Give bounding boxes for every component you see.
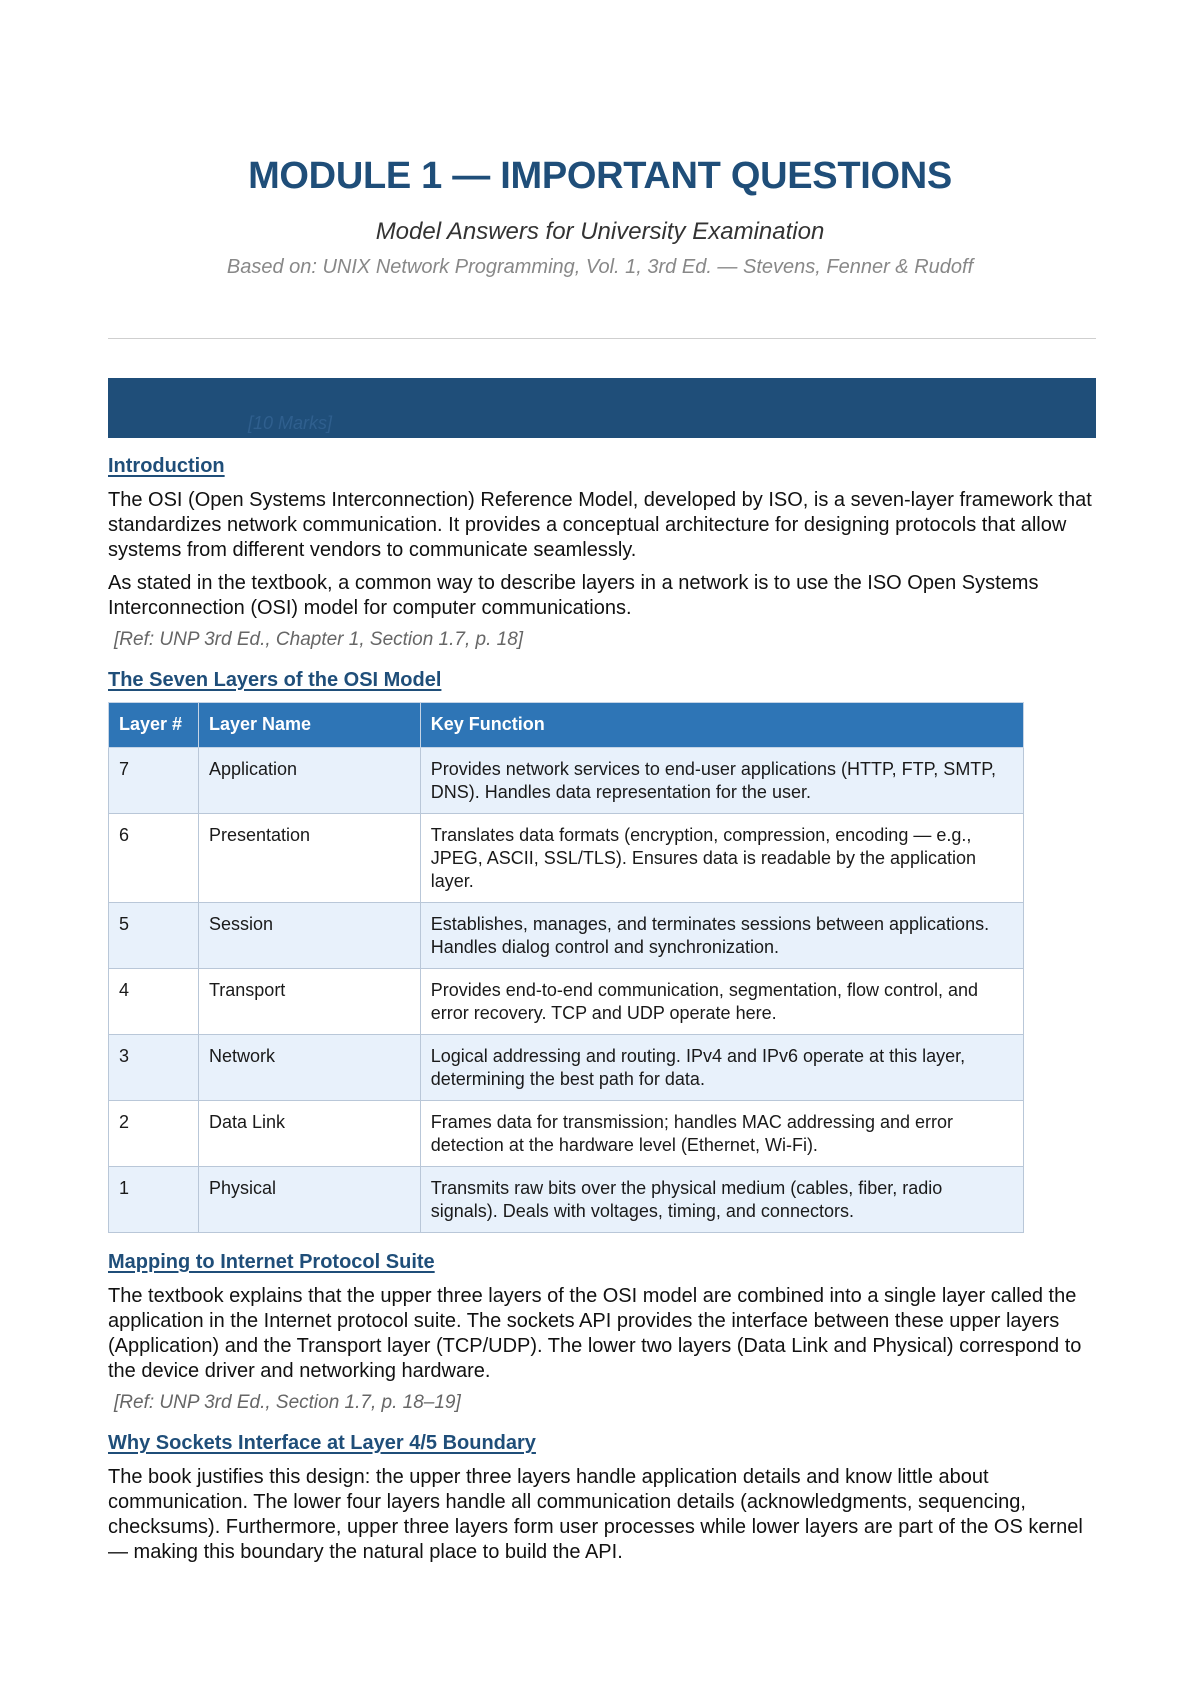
layer-name: Presentation	[198, 814, 420, 903]
table-row	[109, 903, 1024, 969]
table-row	[109, 1101, 1024, 1167]
layer-name: Transport	[198, 969, 420, 1035]
section-heading-osi-layers: The Seven Layers of the OSI Model	[108, 669, 442, 691]
column-header: Key Function	[420, 703, 1023, 748]
layer-function: Establishes, manages, and terminates sessions between applications. Handles dialog control and synchronization.	[420, 903, 1023, 969]
reference-note: [Ref: UNP 3rd Ed., Chapter 1, Section 1.7, p. 18]	[114, 629, 524, 650]
layer-name: Network	[198, 1035, 420, 1101]
table-row	[109, 814, 1024, 903]
layer-name: Application	[198, 748, 420, 814]
layer-name: Data Link	[198, 1101, 420, 1167]
page-subtitle: Model Answers for University Examination	[375, 218, 825, 245]
source-citation: Based on: UNIX Network Programming, Vol. 1, 3rd Ed. — Stevens, Fenner & Rudoff	[226, 256, 974, 278]
layer-function: Translates data formats (encryption, compression, encoding — e.g., JPEG, ASCII, SSL/TLS). Ensures data is readable by the application layer.	[420, 814, 1023, 903]
layer-number: 5	[109, 903, 199, 969]
layer-function: Transmits raw bits over the physical medium (cables, fiber, radio signals). Deals with voltages, timing, and connectors.	[420, 1167, 1023, 1233]
table-header-row	[109, 703, 1024, 748]
table-row	[109, 748, 1024, 814]
layer-name: Session	[198, 903, 420, 969]
layer-number: 3	[109, 1035, 199, 1101]
layer-number: 1	[109, 1167, 199, 1233]
reference-note: [Ref: UNP 3rd Ed., Section 1.7, p. 18–19]	[114, 1392, 461, 1413]
layer-function: Provides network services to end-user applications (HTTP, FTP, SMTP, DNS). Handles data representation for the user.	[420, 748, 1023, 814]
page-title: MODULE 1 — IMPORTANT QUESTIONS	[248, 155, 952, 197]
section-heading-mapping: Mapping to Internet Protocol Suite	[108, 1251, 435, 1273]
intro-paragraph-1: The OSI (Open Systems Interconnection) Reference Model, developed by ISO, is a seven-layer framework that standardizes network communication. It provides a conceptual architecture for designing protocols that allow systems from different vendors to communicate seamlessly.	[108, 489, 1092, 561]
layer-number: 6	[109, 814, 199, 903]
osi-layers-table	[108, 702, 1024, 1233]
layer-name: Physical	[198, 1167, 420, 1233]
layer-function: Provides end-to-end communication, segmentation, flow control, and error recovery. TCP and UDP operate here.	[420, 969, 1023, 1035]
table-row	[109, 1035, 1024, 1101]
column-header: Layer Name	[198, 703, 420, 748]
horizontal-divider	[108, 338, 1096, 339]
layer-number: 4	[109, 969, 199, 1035]
table-row	[109, 969, 1024, 1035]
section-heading-introduction: Introduction	[108, 455, 225, 477]
column-header: Layer #	[109, 703, 199, 748]
layer-number: 7	[109, 748, 199, 814]
layer-function: Logical addressing and routing. IPv4 and IPv6 operate at this layer, determining the best path for data.	[420, 1035, 1023, 1101]
marks-label: [10 Marks]	[248, 413, 333, 433]
question-banner	[108, 378, 1096, 438]
section-heading-sockets: Why Sockets Interface at Layer 4/5 Boundary	[108, 1432, 536, 1454]
table-row	[109, 1167, 1024, 1233]
intro-paragraph-2: As stated in the textbook, a common way to describe layers in a network is to use the ISO Open Systems Interconnection (OSI) model for computer communications.	[108, 572, 1039, 619]
layer-number: 2	[109, 1101, 199, 1167]
answer-content	[108, 455, 1096, 1573]
layer-function: Frames data for transmission; handles MAC addressing and error detection at the hardware level (Ethernet, Wi-Fi).	[420, 1101, 1023, 1167]
mapping-paragraph: The textbook explains that the upper three layers of the OSI model are combined into a single layer called the application in the Internet protocol suite. The sockets API provides the interface between these upper layers (Application) and the Transport layer (TCP/UDP). The lower two layers (Data Link and Physical) correspond to the device driver and networking hardware.	[108, 1285, 1082, 1382]
sockets-paragraph: The book justifies this design: the upper three layers handle application details and know little about communication. The lower four layers handle all communication details (acknowledgments, sequencing, checksums). Furthermore, upper three layers form user processes while lower layers are part of the OS kernel — making this boundary the natural place to build the API.	[108, 1466, 1083, 1563]
